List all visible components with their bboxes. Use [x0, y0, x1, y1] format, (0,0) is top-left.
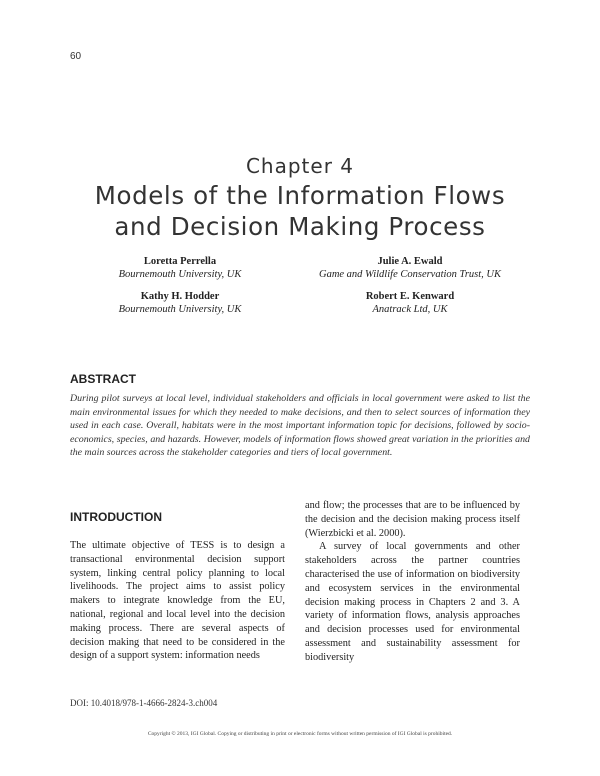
abstract-text: During pilot surveys at local level, individual stakeholders and officials in local government were asked to list the main environmental issues for which they needed to make decisions, and then to select sources of information they used in each case. Overall, habitats were in the most important information topic for decisions, followed by socio-economics, species, and hazards. However, models of information flows showed great variation in the priorities and the main sources across the stakeholder categories and tiers of local government.	[70, 393, 530, 458]
author-affiliation: Bournemouth University, UK	[118, 269, 242, 280]
intro-left-column	[70, 539, 285, 663]
chapter-title	[40, 180, 560, 242]
chapter-label: Chapter 4	[245, 154, 355, 178]
author-name: Loretta Perrella	[143, 256, 217, 267]
doi: DOI: 10.4018/978-1-4666-2824-3.ch004	[70, 698, 218, 708]
author-block	[290, 255, 530, 281]
title-line-2: and Decision Making Process	[114, 212, 486, 241]
author-name: Robert E. Kenward	[365, 291, 455, 302]
title-line-1: Models of the Information Flows	[94, 181, 506, 210]
abstract-heading: ABSTRACT	[70, 372, 136, 386]
intro-right-column	[305, 499, 520, 665]
author-block	[60, 290, 300, 316]
author-name: Julie A. Ewald	[377, 256, 443, 267]
intro-paragraph: and flow; the processes that are to be influenced by the decision and the decision making process itself (Wierzbicki et al. 2000).	[305, 500, 520, 539]
author-affiliation: Game and Wildlife Conservation Trust, UK	[318, 269, 501, 280]
author-affiliation: Anatrack Ltd, UK	[372, 304, 448, 315]
author-block	[290, 290, 530, 316]
copyright-notice: Copyright © 2013, IGI Global. Copying or distributing in print or electronic forms without written permission of IGI Global is prohibited.	[147, 731, 453, 737]
page-number: 60	[70, 51, 82, 62]
intro-paragraph: A survey of local governments and other stakeholders across the partner countries characterised the use of information on biodiversity and ecosystem services in the environmental decision making process in Chapters 2 and 3. A variety of information flows, analysis approaches and decision processes used for environmental assessment and sustainability assessment for biodiversity	[305, 541, 520, 663]
intro-paragraph: The ultimate objective of TESS is to design a transactional environmental decision support system, linking central policy planning to local livelihoods. The project aims to assist policy makers to integrate knowledge from the EU, national, regional and local level into the decision making process. There are several aspects of decision making that need to be considered in the design of a support system: information needs	[70, 540, 285, 662]
introduction-heading: INTRODUCTION	[70, 510, 162, 524]
author-block	[60, 255, 300, 281]
author-name: Kathy H. Hodder	[140, 291, 220, 302]
author-affiliation: Bournemouth University, UK	[118, 304, 242, 315]
